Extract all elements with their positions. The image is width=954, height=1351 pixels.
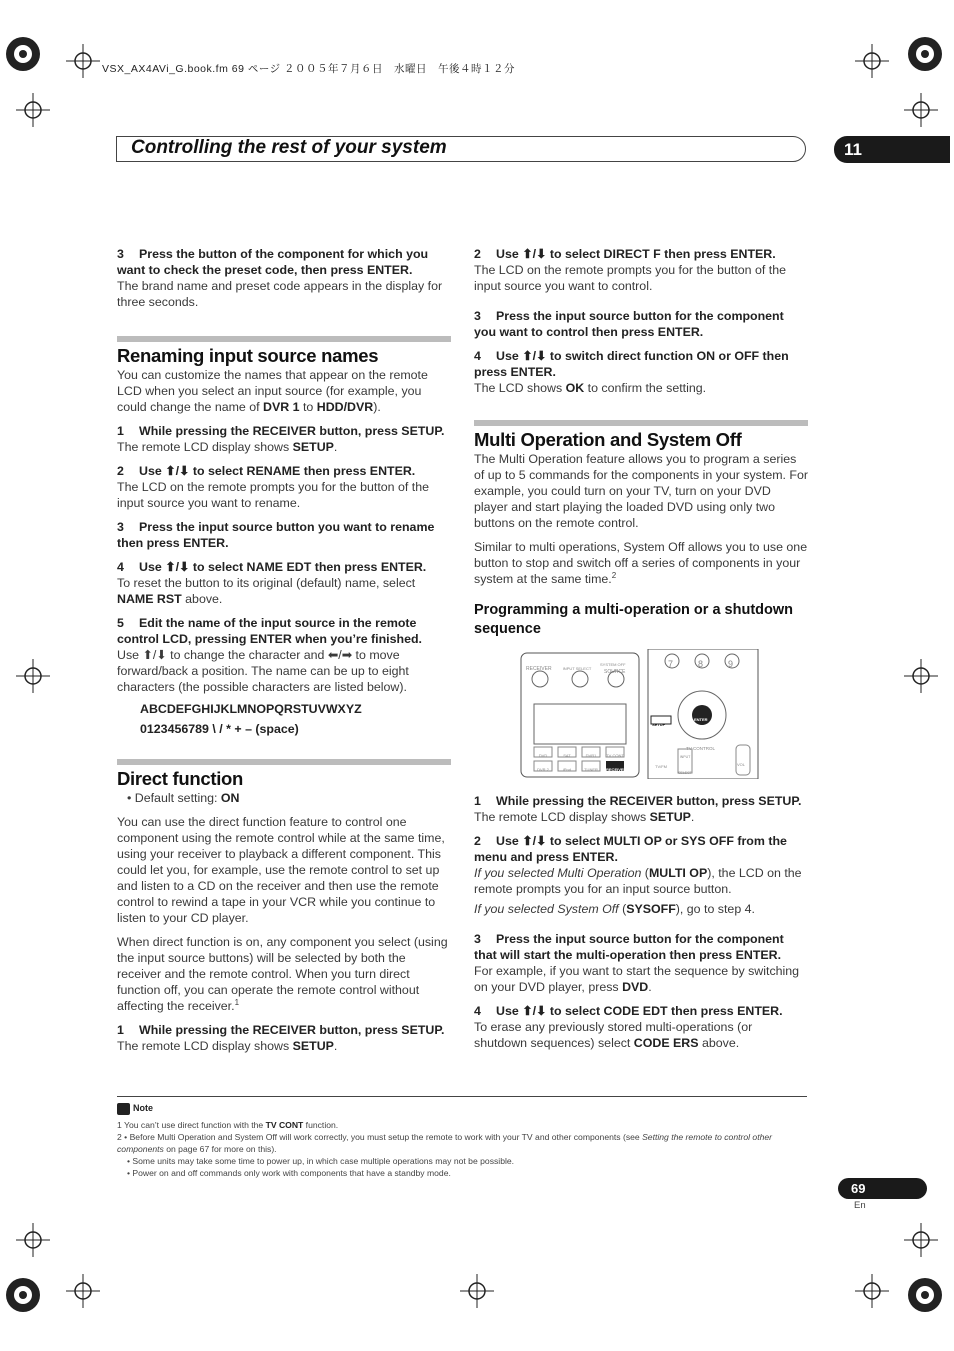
remote-tuner-button: TUNER: [584, 767, 598, 772]
remote-drawing: [520, 649, 760, 779]
registration-wheel-icon: [5, 1277, 41, 1313]
default-setting: • Default setting: ON: [127, 791, 240, 805]
section-divider: [474, 420, 808, 426]
remote-input-select-label: INPUT SELECT: [562, 666, 592, 671]
registration-wheel-icon: [907, 1277, 943, 1313]
crosshair-icon: [16, 93, 50, 127]
step-body: The remote LCD display shows SETUP.: [474, 810, 695, 824]
language-code: En: [854, 1200, 866, 1211]
footnote-2b: • Some units may take some time to power up, in which case multiple operations may not be possible.: [127, 1156, 515, 1166]
page-number-tab: 69: [838, 1178, 927, 1199]
up-down-arrow-icon: ⬆/⬇: [522, 349, 547, 363]
remote-system-off-label: SYSTEM OFF: [600, 662, 626, 667]
step: 4 Use ⬆/⬇ to switch direct function ON or OFF then press ENTER.: [474, 349, 789, 379]
step: 3 Press the input source button for the component that will start the multi-operation then press ENTER.: [474, 932, 784, 962]
crosshair-icon: [16, 1223, 50, 1257]
chapter-number-tab: 11: [834, 136, 950, 163]
step: 5 Edit the name of the input source in the remote control LCD, pressing ENTER when you’re finished.: [117, 616, 422, 646]
remote-dvr1-button: DVR1: [585, 753, 597, 758]
remote-tv-cont-button: TV CONT: [606, 753, 624, 758]
chapter-title: Controlling the rest of your system: [131, 137, 447, 158]
step: 1 While pressing the RECEIVER button, press SETUP.: [117, 424, 445, 438]
step-body: If you selected Multi Operation (MULTI OP), the LCD on the remote prompts you for an input source button.: [474, 866, 802, 896]
character-list: ABCDEFGHIJKLMNOPQRSTUVWXYZ 0123456789 \ / * + – (space): [140, 702, 362, 736]
step: 2 Use ⬆/⬇ to select DIRECT F then press ENTER.: [474, 247, 776, 261]
step-body: Use ⬆/⬇ to change the character and ⬅/➡ to move forward/back a position. The name can be up to eight characters (the possible characters are listed below).: [117, 648, 409, 694]
remote-key-9: 9: [728, 659, 734, 669]
registration-wheel-icon: [907, 36, 943, 72]
remote-ipod-button: iPod: [562, 767, 571, 772]
section-heading-direct-function: Direct function: [117, 768, 244, 789]
remote-dvr2-button: DVR 2: [537, 767, 549, 772]
remote-enter-button: ENTER: [694, 717, 708, 722]
up-down-arrow-icon: ⬆/⬇: [165, 560, 190, 574]
right-column: [474, 246, 808, 1059]
registration-wheel-icon: [5, 36, 41, 72]
remote-control-illustration: [520, 649, 760, 779]
remote-key-8: 8: [698, 659, 704, 669]
up-down-arrow-icon: ⬆/⬇: [522, 1004, 547, 1018]
section-divider: [117, 759, 451, 765]
up-down-arrow-icon: ⬆/⬇: [165, 464, 190, 478]
step-body: The LCD shows OK to confirm the setting.: [474, 381, 707, 395]
step-body: The remote LCD display shows SETUP.: [117, 1039, 338, 1053]
subheading-programming: Programming a multi-operation or a shutdown sequence: [474, 602, 794, 637]
remote-setup-button: SETUP: [652, 722, 666, 727]
crosshair-icon: [904, 1223, 938, 1257]
paragraph: You can customize the names that appear on the remote LCD when you select an input source (for example, you could change the name of DVR 1 to HDD/DVR).: [117, 368, 428, 414]
step-body: The LCD on the remote prompts you for the button of the input source you want to control.: [474, 263, 787, 293]
step: 1 While pressing the RECEIVER button, press SETUP.: [117, 1023, 445, 1037]
step-body: If you selected System Off (SYSOFF), go to step 4.: [474, 902, 755, 916]
remote-source-label: SOURCE: [604, 669, 626, 675]
paragraph: Similar to multi operations, System Off allows you to use one button to stop and switch off a series of components in your system at the same time.$^2$: [474, 540, 808, 586]
note-heading: Note: [117, 1101, 807, 1115]
footnotes: [117, 1096, 807, 1179]
footnote-ref: 2: [611, 570, 617, 580]
crosshair-icon: [460, 1274, 494, 1308]
step-body: The LCD on the remote prompts you for the button of the input source you want to rename.: [117, 480, 430, 510]
left-column: [117, 246, 451, 1062]
remote-sat-button: SAT: [563, 753, 571, 758]
footnote-2c: • Power on and off commands only work with components that have a standby mode.: [127, 1168, 451, 1178]
remote-input-select-2-label: INPUT SELECT: [678, 755, 692, 775]
up-down-arrow-icon: ⬆/⬇: [522, 834, 547, 848]
step: 3 Press the input source button for the component you want to control then press ENTER.: [474, 309, 784, 339]
up-down-arrow-icon: ⬆/⬇: [142, 648, 167, 662]
note-pencil-icon: [117, 1103, 130, 1115]
remote-dvd-button: DVD: [538, 753, 548, 758]
crosshair-icon: [855, 44, 889, 78]
step: 4 Use ⬆/⬇ to select CODE EDT then press ENTER.: [474, 1004, 783, 1018]
remote-vol-label: VOL: [737, 762, 746, 767]
paragraph: You can use the direct function feature to control one component using the remote control while at the same time, using your receiver to playback a different component. This could let you, for example, use the remote control to set up and listen to a CD on the receiver and then use the remote control to rewind a tape in your VCR while you continue to listen to your CD player.: [117, 815, 445, 925]
remote-key-7: 7: [668, 659, 674, 669]
section-divider: [117, 336, 451, 342]
step-body: For example, if you want to start the sequence by switching on your DVD player, press DVD.: [474, 964, 800, 994]
footnote-1: 1 You can’t use direct function with the TV CONT function.: [117, 1120, 339, 1130]
paragraph: When direct function is on, any component you select (using the input source buttons) will be selected by both the receiver and the remote control. When you turn direct function off, you can operate the remote control without affecting the receiver.$^1$: [117, 935, 448, 1013]
step: 2 Use ⬆/⬇ to select RENAME then press ENTER.: [117, 464, 416, 478]
remote-receiver-label: RECEIVER: [526, 666, 552, 672]
step-body: To erase any previously stored multi-operations (or shutdown sequences) select CODE ERS above.: [474, 1020, 753, 1050]
step: 1 While pressing the RECEIVER button, press SETUP.: [474, 794, 802, 808]
remote-receiver-button: RECEIVER: [606, 767, 627, 772]
remote-tv-control-label: TV CONTROL: [686, 746, 716, 751]
file-info-line: VSX_AX4AVi_G.book.fm 69 ページ ２００５年７月６日 水曜日 午後４時１２分: [102, 63, 516, 75]
step-body: To reset the button to its original (default) name, select NAME RST above.: [117, 576, 416, 606]
crosshair-icon: [904, 659, 938, 693]
crosshair-icon: [66, 1274, 100, 1308]
paragraph: The Multi Operation feature allows you to program a series of up to 5 commands for the components in your system. For example, you could turn on your TV, turn on your DVD player and start playing the loaded DVD using only two buttons on the remote control.: [474, 452, 809, 530]
crosshair-icon: [855, 1274, 889, 1308]
crosshair-icon: [66, 44, 100, 78]
up-down-arrow-icon: ⬆/⬇: [522, 247, 547, 261]
section-heading-multi-operation: Multi Operation and System Off: [474, 429, 742, 450]
step-body: The brand name and preset code appears in the display for three seconds.: [117, 279, 443, 309]
left-right-arrow-icon: ⬅/➡: [327, 648, 353, 662]
step: 4 Use ⬆/⬇ to select NAME EDT then press ENTER.: [117, 560, 427, 574]
footnote-ref: 1: [234, 997, 240, 1007]
remote-tvfm-label: TV/FM: [655, 764, 667, 769]
footnote-2: 2 • Before Multi Operation and System Off will work correctly, you must setup the remote to work with your TV and other components (see Setting the remote to control other components on page 67 for more on this).: [117, 1132, 773, 1154]
step: 3 Press the input source button you want to rename then press ENTER.: [117, 520, 435, 550]
step-body: The remote LCD display shows SETUP.: [117, 440, 338, 454]
crosshair-icon: [16, 659, 50, 693]
step: 3 Press the button of the component for which you want to check the preset code, then press ENTER.: [117, 247, 429, 277]
step: 2 Use ⬆/⬇ to select MULTI OP or SYS OFF from the menu and press ENTER.: [474, 834, 787, 864]
section-heading-renaming: Renaming input source names: [117, 345, 379, 366]
crosshair-icon: [904, 93, 938, 127]
